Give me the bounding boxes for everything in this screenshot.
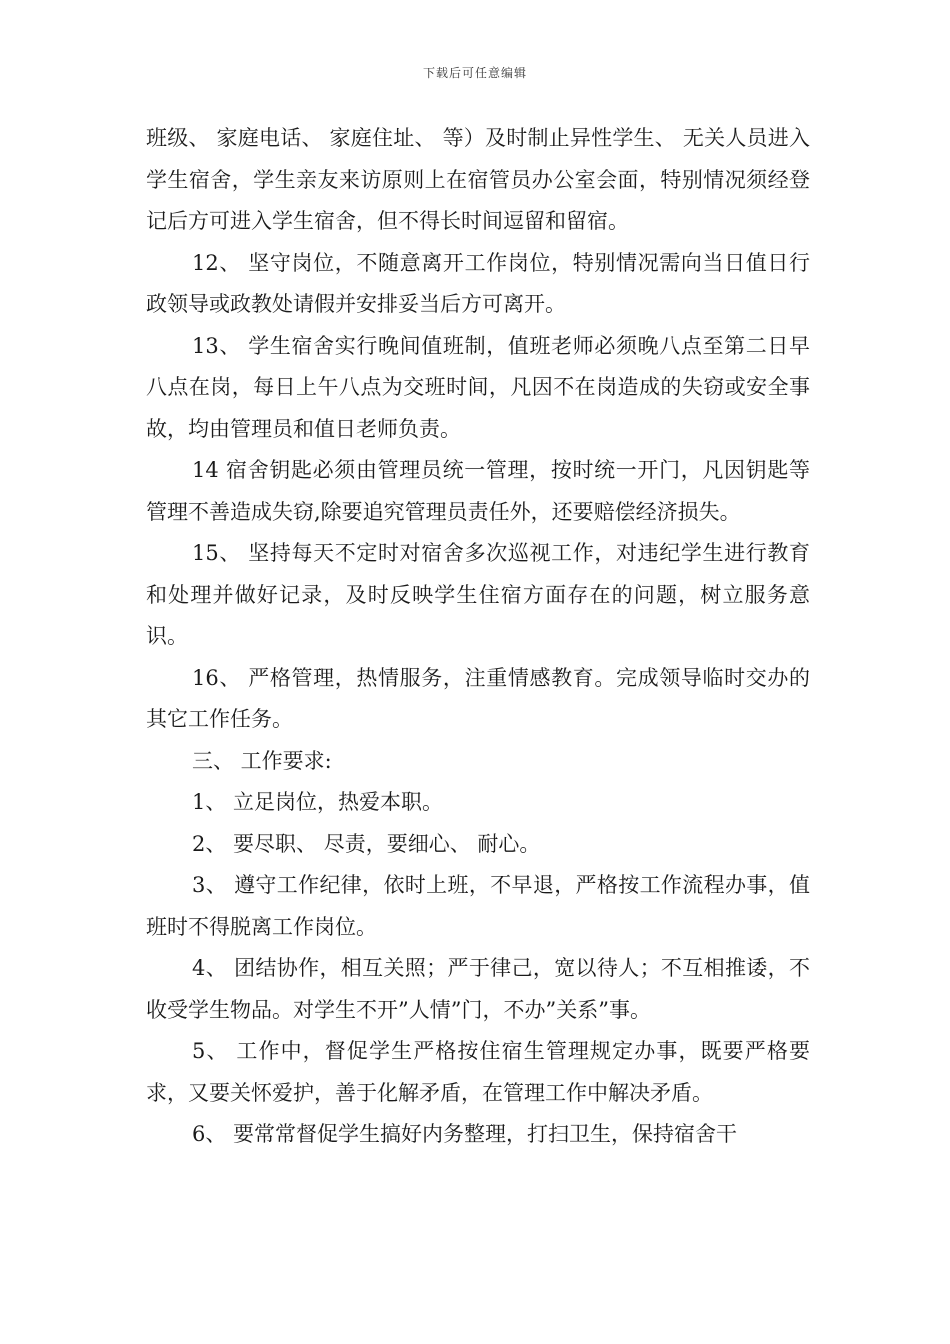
document-body bbox=[146, 118, 810, 1156]
section-heading-work-requirements: 三、 工作要求: bbox=[192, 748, 332, 773]
paragraph-item-15: 15、 坚持每天不定时对宿舍多次巡视工作，对违纪学生进行教育和处理并做好记录，及时反映学生住宿方面存在的问题，树立服务意识。 bbox=[146, 541, 810, 648]
page-header: 下载后可任意编辑 bbox=[422, 66, 527, 80]
paragraph-item-12: 12、 坚守岗位，不随意离开工作岗位，特别情况需向当日值日行政领导或政教处请假并安排妥当后方可离开。 bbox=[146, 250, 810, 316]
paragraph-item-14: 14 宿舍钥匙必须由管理员统一管理，按时统一开门，凡因钥匙等管理不善造成失窃,除要追究管理员责任外，还要赔偿经济损失。 bbox=[146, 458, 810, 524]
requirement-item-6: 6、 要常常督促学生搞好内务整理，打扫卫生，保持宿舍干 bbox=[192, 1122, 738, 1146]
requirement-item-1: 1、 立足岗位，热爱本职。 bbox=[192, 790, 444, 814]
paragraph-item-13: 13、 学生宿舍实行晚间值班制，值班老师必须晚八点至第二日早八点在岗，每日上午八点为交班时间，凡因不在岗造成的失窃或安全事故，均由管理员和值日老师负责。 bbox=[146, 333, 810, 441]
requirement-item-3: 3、 遵守工作纪律，依时上班，不早退，严格按工作流程办事，值班时不得脱离工作岗位。 bbox=[146, 873, 810, 939]
requirement-item-5: 5、 工作中，督促学生严格按住宿生管理规定办事，既要严格要求，又要关怀爱护，善于化解矛盾，在管理工作中解决矛盾。 bbox=[146, 1039, 810, 1105]
paragraph-item-16: 16、 严格管理，热情服务，注重情感教育。完成领导临时交办的其它工作任务。 bbox=[146, 665, 810, 731]
requirement-item-2: 2、 要尽职、 尽责，要细心、 耐心。 bbox=[192, 831, 541, 856]
paragraph-continuation: 班级、 家庭电话、 家庭住址、 等）及时制止异性学生、 无关人员进入学生宿舍，学生亲友来访原则上在宿管员办公室会面，特别情况须经登记后方可进入学生宿舍，但不得长时间逗留和留宿。 bbox=[146, 126, 810, 233]
requirement-item-4: 4、 团结协作，相互关照；严于律己，宽以待人；不互相推诿，不收受学生物品。对学生不开”人情”门，不办”关系”事。 bbox=[146, 956, 810, 1022]
